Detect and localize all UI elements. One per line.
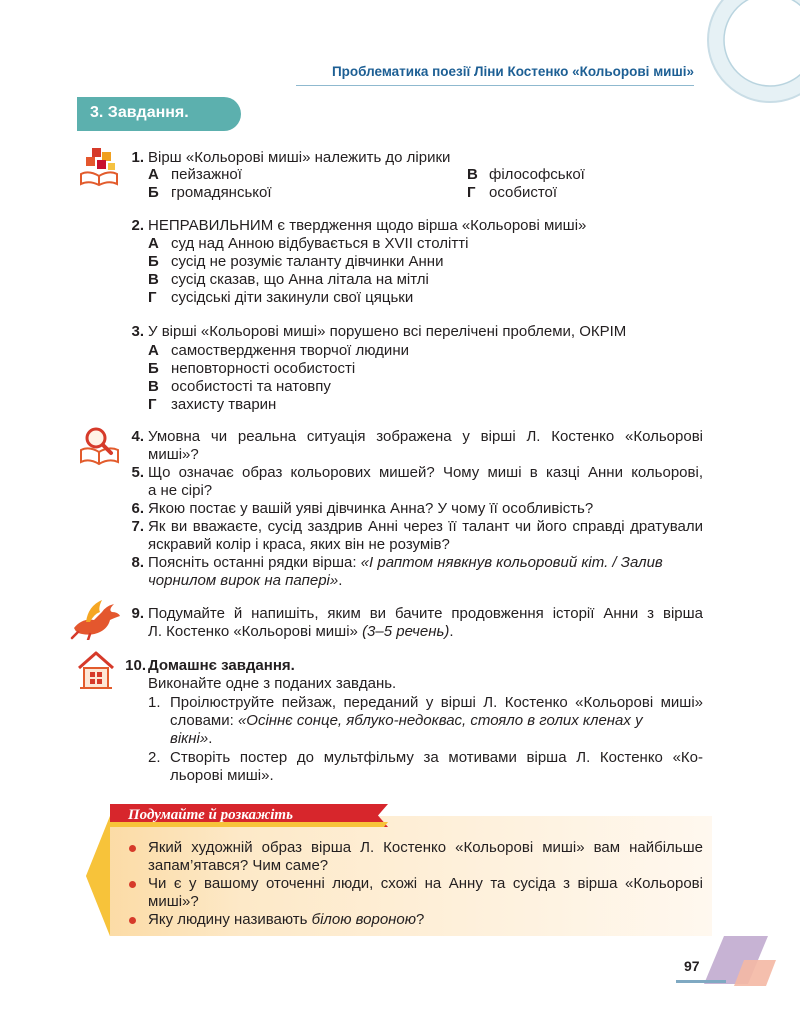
discuss-item-2-line-1: Чи є у вашому оточенні люди, схожі на Анну та сусіда з вірша «Кольорові bbox=[148, 875, 703, 892]
question-4-number: 4. bbox=[131, 428, 144, 445]
discuss-title: Подумайте й розкажіть bbox=[128, 807, 293, 823]
task-1-line-3 bbox=[170, 730, 212, 748]
question-5-line-2: а не сірі? bbox=[148, 482, 213, 499]
discuss-item-3 bbox=[148, 911, 424, 929]
house-icon bbox=[76, 650, 116, 692]
question-8-number: 8. bbox=[131, 554, 144, 571]
task-2-line-1: Створіть постер до мультфільму за мотивами вірша Л. Костенко «Ко- bbox=[170, 749, 703, 766]
discuss-item-2-line-2: миші»? bbox=[148, 893, 199, 910]
question-7-number: 7. bbox=[131, 518, 144, 535]
cubes-book-icon bbox=[78, 146, 120, 188]
corner-circles-decoration bbox=[690, 0, 800, 110]
question-2-number: 2. bbox=[131, 217, 144, 234]
discuss-item-3-italic: білою вороною bbox=[311, 911, 417, 928]
option-text: особистості та натовпу bbox=[171, 378, 331, 395]
question-6-text: Якою постає у вашій уяві дівчинка Анна? У чому її особливість? bbox=[148, 500, 594, 517]
option-text: неповторності особистості bbox=[171, 360, 356, 377]
option-letter: А bbox=[148, 166, 159, 183]
question-6-number: 6. bbox=[131, 500, 144, 517]
option-text: громадянської bbox=[171, 184, 272, 201]
discuss-item-1-line-1: Який художній образ вірша Л. Костенко «Кольорові миші» вам найбільше bbox=[148, 839, 703, 856]
question-7-line-1: Як ви вважаєте, сусід заздрив Анні через її талант чи його справді дратували bbox=[148, 518, 703, 535]
question-8-quote: «І раптом нявкнув кольоровий кіт. / Залив bbox=[360, 554, 663, 571]
bullet bbox=[129, 845, 136, 852]
option-text: самоствердження творчої людини bbox=[171, 342, 409, 359]
question-3-number: 3. bbox=[131, 323, 144, 340]
option-letter: Г bbox=[148, 289, 157, 306]
question-5-number: 5. bbox=[131, 464, 144, 481]
question-9-line-1: Подумайте й напишіть, яким ви бачите продовження історії Анни з вірша bbox=[148, 605, 703, 622]
option-text: сусід сказав, що Анна літала на мітлі bbox=[171, 271, 429, 288]
question-1-text: Вірш «Кольорові миші» належить до лірики bbox=[148, 149, 451, 166]
question-3-text: У вірші «Кольорові миші» порушено всі перелічені проблеми, ОКРІМ bbox=[148, 323, 627, 340]
task-1-quote-end: вікні» bbox=[170, 730, 209, 747]
question-9-period: . bbox=[449, 623, 454, 640]
question-9-plain: Л. Костенко «Кольорові миші» bbox=[148, 623, 363, 640]
question-4-line-1: Умовна чи реальна ситуація зображена у вірші Л. Костенко «Кольорові bbox=[148, 428, 703, 445]
question-8-period: . bbox=[338, 572, 343, 589]
task-1-line-2 bbox=[170, 712, 703, 730]
question-9-length: (3–5 речень) bbox=[362, 623, 450, 640]
homework-title: Домашнє завдання. bbox=[148, 657, 295, 674]
option-letter: Г bbox=[148, 396, 157, 413]
question-8-plain: Поясніть останні рядки вірша: bbox=[148, 554, 361, 571]
question-8-line-2 bbox=[148, 572, 342, 590]
question-5-line-1: Що означає образ кольорових мишей? Чому миші в казці Анни кольорові, bbox=[148, 464, 703, 481]
option-text: філософської bbox=[489, 166, 585, 183]
option-letter: В bbox=[467, 166, 478, 183]
question-9-number: 9. bbox=[131, 605, 144, 622]
question-9-line-2 bbox=[148, 623, 454, 641]
question-4-line-2: миші»? bbox=[148, 446, 199, 463]
option-letter: Г bbox=[467, 184, 476, 201]
task-1-line-1: Проілюструйте пейзаж, переданий у вірші Л. Костенко «Кольорові миші» bbox=[170, 694, 703, 711]
running-header: Проблематика поезії Ліни Костенко «Кольорові миші» bbox=[331, 64, 694, 79]
option-text: сусідські діти закинули свої цяцьки bbox=[171, 289, 414, 306]
task-1-quote: «Осіннє сонце, яблуко-недоквас, стояло в голих кленах у bbox=[237, 712, 643, 729]
header-divider bbox=[296, 85, 694, 86]
homework-intro: Виконайте одне з поданих завдань. bbox=[148, 675, 397, 692]
task-1-number: 1. bbox=[148, 694, 161, 711]
option-letter: Б bbox=[148, 184, 159, 201]
task-2-number: 2. bbox=[148, 749, 161, 766]
option-text: пейзажної bbox=[171, 166, 242, 183]
question-8-line-1 bbox=[148, 554, 663, 572]
task-1-period: . bbox=[208, 730, 213, 747]
question-2-text: НЕПРАВИЛЬНИМ є твердження щодо вірша «Кольорові миші» bbox=[148, 217, 587, 234]
task-2-line-2: льорові миші». bbox=[170, 767, 274, 784]
option-text: особистої bbox=[489, 184, 558, 201]
option-text: сусід не розуміє таланту дівчинки Анни bbox=[171, 253, 444, 270]
page-number: 97 bbox=[684, 958, 700, 974]
discuss-item-3-end: ? bbox=[416, 911, 425, 928]
option-letter: А bbox=[148, 342, 159, 359]
question-7-line-2: яскравий колір і краса, яких він не розумів? bbox=[148, 536, 450, 553]
section-title: 3. Завдання. bbox=[90, 104, 189, 121]
task-1-plain: словами: bbox=[170, 712, 238, 729]
section-badge bbox=[77, 97, 241, 131]
option-letter: А bbox=[148, 235, 159, 252]
question-1-number: 1. bbox=[131, 149, 144, 166]
option-letter: Б bbox=[148, 253, 159, 270]
question-10-number: 10. bbox=[125, 657, 146, 674]
bullet bbox=[129, 881, 136, 888]
discuss-item-1-line-2: запам’ятався? Чим саме? bbox=[148, 857, 329, 874]
option-text: суд над Анною відбувається в XVII столітті bbox=[171, 235, 469, 252]
discuss-item-3-plain: Яку людину називають bbox=[148, 911, 312, 928]
option-letter: В bbox=[148, 378, 159, 395]
bullet bbox=[129, 917, 136, 924]
option-text: захисту тварин bbox=[171, 396, 277, 413]
option-letter: В bbox=[148, 271, 159, 288]
question-8-quote-end: чорнилом вирок на папері» bbox=[148, 572, 339, 589]
option-letter: Б bbox=[148, 360, 159, 377]
